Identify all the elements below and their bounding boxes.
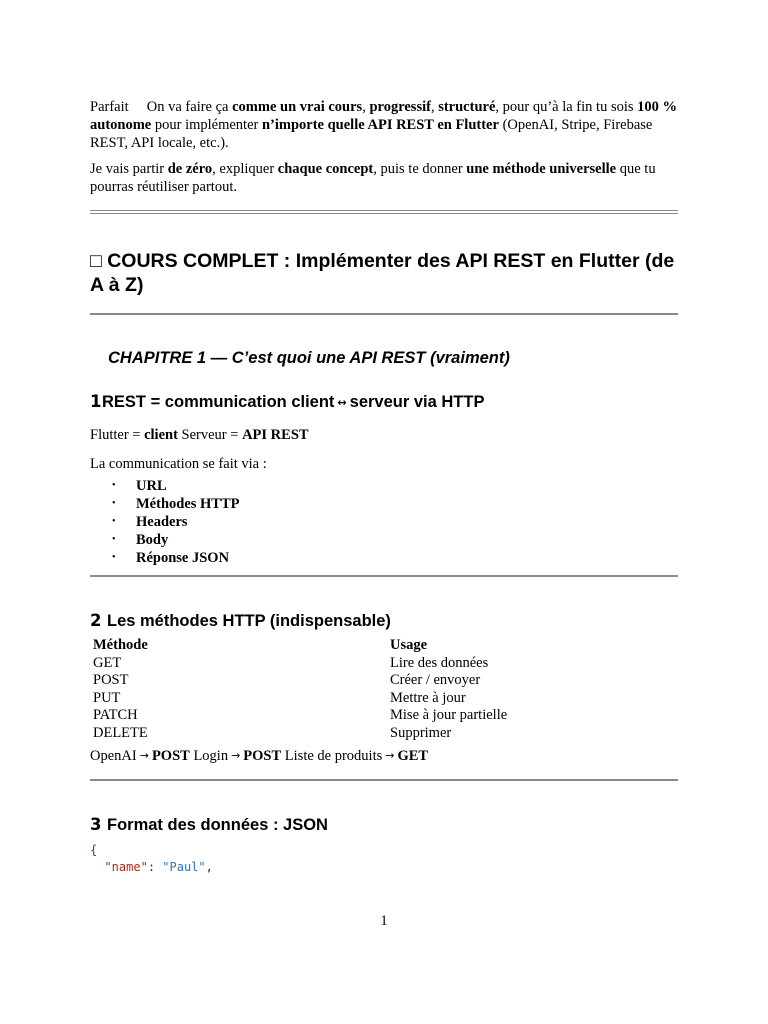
list-item-text: Méthodes HTTP (136, 496, 240, 512)
table-cell: PUT (93, 689, 121, 706)
table-cell: GET (93, 654, 122, 671)
table-cell: Mise à jour partielle (390, 707, 508, 724)
divider (90, 575, 678, 577)
table-header-cell: Méthode (93, 637, 148, 653)
section-3-heading (90, 815, 678, 835)
table-header-row (90, 637, 678, 655)
communication-list (90, 477, 678, 567)
intro-paragraph-1 (90, 98, 678, 152)
table-cell: Créer / envoyer (390, 672, 481, 689)
right-arrow-icon: → (139, 748, 149, 762)
bullet-icon: • (112, 534, 116, 545)
intro-bold-text: 100 % autonome (90, 99, 678, 133)
section-number: 2 (90, 611, 102, 630)
list-item (90, 549, 678, 567)
intro-bold-text: structuré (438, 99, 496, 115)
intro-bold-text: comme un vrai cours (232, 99, 363, 115)
list-item-text: Body (136, 532, 169, 548)
table-header-cell: Usage (390, 637, 428, 653)
bold-text: API REST (242, 427, 309, 443)
double-divider (90, 210, 678, 214)
section-2-heading (90, 611, 678, 631)
intro-text: Je vais partir (90, 161, 168, 177)
communication-intro: La communication se fait via : (90, 456, 267, 472)
intro-text: que tu pourras réutiliser partout. (90, 161, 656, 195)
bidirectional-arrow-icon: ↔ (337, 396, 347, 409)
code-string: "Paul" (162, 859, 206, 874)
bullet-icon: • (112, 480, 116, 491)
body-text: Serveur = (177, 427, 243, 443)
intro-paragraph-2 (90, 160, 678, 196)
list-item (90, 531, 678, 549)
code-key: "name" (104, 859, 148, 874)
course-title: □ COURS COMPLET : Implémenter des API REST en Flutter (de A à Z) (90, 250, 675, 296)
bold-text: client (144, 427, 178, 443)
code-brace: { (90, 842, 98, 857)
table-cell: Mettre à jour (390, 689, 466, 706)
intro-text: (OpenAI, Stripe, Firebase REST, API locale, etc.). (90, 117, 653, 151)
chapter-1-heading: CHAPITRE 1 — C’est quoi une API REST (vraiment) (108, 349, 510, 367)
body-text: Liste de produits (281, 747, 383, 764)
bullet-icon: • (112, 498, 116, 509)
body-text: Flutter = (90, 427, 145, 443)
intro-bold-text: progressif (369, 99, 431, 115)
intro-text: Parfait On va faire ça (90, 99, 233, 115)
http-methods-table (90, 637, 678, 743)
table-cell: PATCH (93, 707, 138, 724)
section-number: 3 (90, 814, 102, 834)
intro-bold-text: chaque concept (277, 161, 374, 177)
table-row (90, 672, 678, 690)
section-heading-text: REST = communication client (102, 393, 335, 411)
client-server-line (90, 426, 678, 444)
table-cell: DELETE (93, 724, 148, 741)
document-page (90, 98, 678, 876)
section-number: 1 (90, 392, 102, 411)
table-cell: Lire des données (390, 654, 489, 671)
json-code-block (90, 842, 678, 876)
table-row (90, 707, 678, 725)
bullet-icon: • (112, 552, 116, 563)
body-text: Login (189, 747, 229, 764)
intro-text: pour implémenter (151, 117, 262, 133)
intro-bold-text: une méthode universelle (466, 161, 617, 177)
bullet-icon: • (112, 516, 116, 527)
bold-text: POST (243, 747, 282, 764)
list-item-text: Headers (136, 514, 188, 530)
intro-text: , puis te donner (373, 161, 467, 177)
table-row (90, 725, 678, 743)
bold-text: GET (397, 747, 429, 764)
list-item-text: URL (136, 478, 167, 494)
code-comma: , (205, 859, 213, 874)
list-item (90, 495, 678, 513)
right-arrow-icon: → (385, 748, 395, 762)
section-heading-text: Format des données : JSON (107, 815, 328, 834)
section-heading-text: Les méthodes HTTP (indispensable) (107, 612, 391, 630)
list-item-text: Réponse JSON (136, 550, 230, 566)
bold-text: POST (151, 747, 190, 764)
intro-text: , (362, 99, 370, 115)
page-number: 1 (380, 913, 388, 929)
intro-bold-text: de zéro (167, 161, 213, 177)
section-heading-text: serveur via HTTP (349, 393, 485, 411)
http-examples-line (90, 747, 678, 765)
list-item (90, 513, 678, 531)
intro-text: , expliquer (212, 161, 278, 177)
divider (90, 313, 678, 315)
divider (90, 779, 678, 781)
table-row (90, 655, 678, 673)
intro-bold-text: n’importe quelle API REST en Flutter (261, 117, 499, 133)
intro-text: , pour qu’à la fin tu sois (495, 99, 638, 115)
list-item (90, 477, 678, 495)
right-arrow-icon: → (231, 748, 241, 762)
body-text: OpenAI (90, 747, 137, 764)
section-1-heading (90, 392, 678, 413)
table-row (90, 690, 678, 708)
table-cell: Supprimer (390, 724, 452, 741)
table-cell: POST (93, 672, 129, 689)
intro-text: , (430, 99, 439, 115)
code-colon: : (147, 859, 163, 874)
